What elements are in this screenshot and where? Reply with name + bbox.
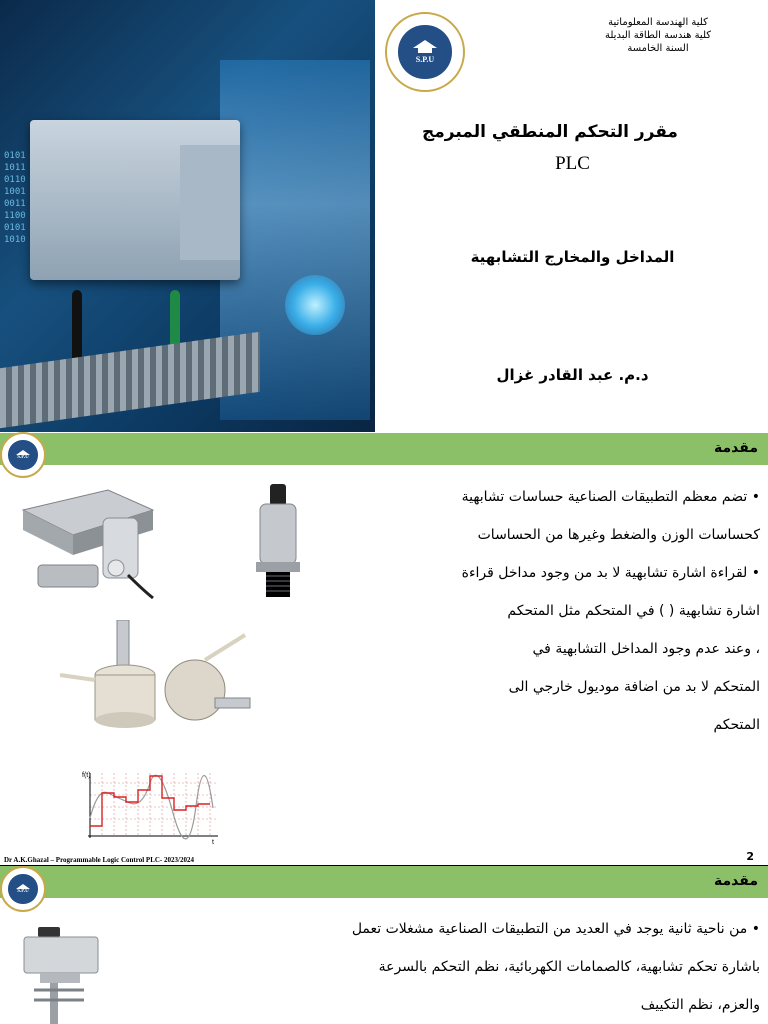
page-number: 2	[746, 850, 754, 863]
plc-side-module-picture	[180, 145, 240, 260]
university-logo-small	[0, 432, 46, 478]
college-info	[558, 16, 758, 55]
bullet-text: المتحكم لا بد من اضافة موديول خارجي الى	[508, 679, 760, 695]
slide-header-bar	[0, 866, 768, 898]
bullet-text: المتحكم	[713, 717, 760, 733]
bullet-text: • من ناحية ثانية يوجد في العديد من التطبيقات الصناعية مشغلات تعمل	[351, 921, 760, 937]
college-line: كلية هندسة الطاقة البديلة	[604, 30, 712, 41]
course-code: PLC	[555, 153, 590, 174]
bullet-text: • تضم معظم التطبيقات الصناعية حساسات تشابهية	[461, 489, 760, 505]
binary-digits-decoration: 0101 1011 0110 1001 0011 1100 0101 1010	[4, 151, 26, 245]
footer-text: Dr A.K.Ghazal – Programmable Logic Control PLC- 2023/2024	[4, 856, 194, 864]
load-cell-sensor-picture	[18, 480, 158, 600]
logo-text: S.P.U	[17, 454, 29, 460]
lecture-title: المداخل والمخارج التشابهية	[470, 248, 675, 266]
bullet-text: كحساسات الوزن والضغط وغيرها من الحساسات	[477, 527, 760, 543]
graduation-cap-icon	[413, 40, 437, 48]
cover-image	[0, 0, 375, 432]
author-name: د.م. عبد القادر غزال	[496, 366, 649, 384]
slide-title: مقدمة	[714, 440, 758, 456]
bullet-text: باشارة تحكم تشابهية، كالصمامات الكهربائية، نظم التحكم بالسرعة	[378, 959, 760, 975]
year-line: السنة الخامسة	[627, 43, 689, 54]
slide2-bullets	[375, 478, 760, 744]
college-line: كلية الهندسة المعلوماتية	[608, 17, 708, 28]
sampled-signal-graph	[78, 768, 228, 848]
motor-hologram-picture	[285, 275, 345, 335]
university-logo	[385, 12, 465, 92]
course-title: مقرر التحكم المنطقي المبرمج	[422, 122, 678, 142]
slide3-bullets	[240, 910, 760, 1024]
logo-text: S.P.U	[415, 55, 435, 64]
slide-title: مقدمة	[714, 873, 758, 889]
valve-actuator-picture	[20, 925, 110, 1024]
pressure-sensor-picture	[250, 484, 305, 599]
rotary-encoder-picture	[55, 620, 255, 730]
bullet-text: ، وعند عدم وجود المداخل التشابهية في	[532, 641, 760, 657]
university-logo-small	[0, 866, 46, 912]
logo-text: S.P.U	[17, 888, 29, 894]
bullet-text: اشارة تشابهية ( ) في المتحكم مثل المتحكم	[507, 603, 760, 619]
graph-y-label: f(t)	[82, 772, 91, 779]
slide-header-bar	[0, 433, 768, 465]
bullet-text: والعزم، نظم التكييف	[640, 997, 760, 1013]
graph-x-label: t	[212, 839, 214, 846]
bullet-text: • لقراءة اشارة تشابهية لا بد من وجود مداخل قراءة	[461, 565, 760, 581]
